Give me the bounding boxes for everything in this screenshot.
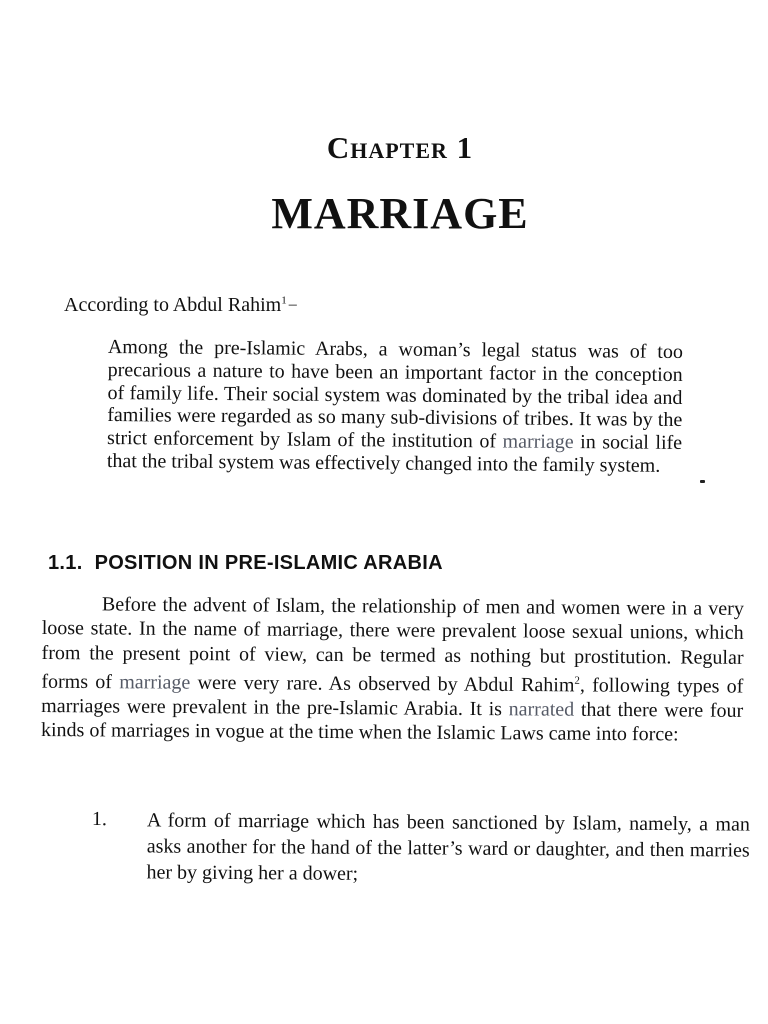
body-highlight-marriage: marriage	[119, 671, 191, 694]
body-paragraph	[41, 592, 744, 747]
chapter-label: Chapter 1	[326, 130, 474, 165]
list-item	[91, 808, 752, 885]
intro-mark: –	[288, 296, 297, 313]
quote-highlight: marriage	[502, 430, 574, 454]
body-text-part2: were very rare. As observed by Abdul Rahim	[197, 671, 575, 697]
body-text-part3: , following types of marriages were prevalent in the pre-Islamic Arabia. It is	[41, 674, 744, 721]
chapter-title: MARRIAGE	[271, 189, 529, 238]
quote-text-part2: in social life that the tribal system was effectively changed into the family system.	[106, 431, 683, 477]
block-quote	[107, 336, 683, 478]
body-text-part4: that there were four kinds of marriages in vogue at the time when the Islamic Laws came into force:	[40, 698, 744, 746]
intro-text: According to Abdul Rahim	[64, 294, 282, 316]
footnote-ref-1: 1	[281, 294, 287, 307]
intro-line	[64, 294, 297, 317]
body-highlight-narrated: narrated	[508, 698, 575, 721]
list-item-text: A form of marriage which has been sanctioned by Islam, namely, a man asks another for the hand of the latter’s ward or daughter, and then marries her by giving her a dower;	[146, 809, 750, 885]
footnote-ref-2: 2	[574, 674, 580, 687]
quote-text-part1: Among the pre-Islamic Arabs, a woman’s legal status was of too precarious a nature to have been an important factor in the conception of family life. Their social system was dominated by the tribal idea and families were regarded as so many sub-divisions of tribes. It was by the strict enforcement by Islam of the institution of	[107, 336, 683, 453]
scan-speck	[700, 480, 705, 483]
section-title: POSITION IN PRE-ISLAMIC ARABIA	[94, 552, 443, 574]
section-number: 1.1.	[48, 552, 83, 574]
list-item-number: 1.	[91, 808, 107, 831]
section-heading	[48, 552, 443, 575]
body-text-part1: Before the advent of Islam, the relationship of men and women were in a very loose state. In the name of marriage, there were prevalent loose sexual unions, which from the present point of view, can be termed as nothing but prostitution. Regular forms of	[41, 593, 744, 694]
